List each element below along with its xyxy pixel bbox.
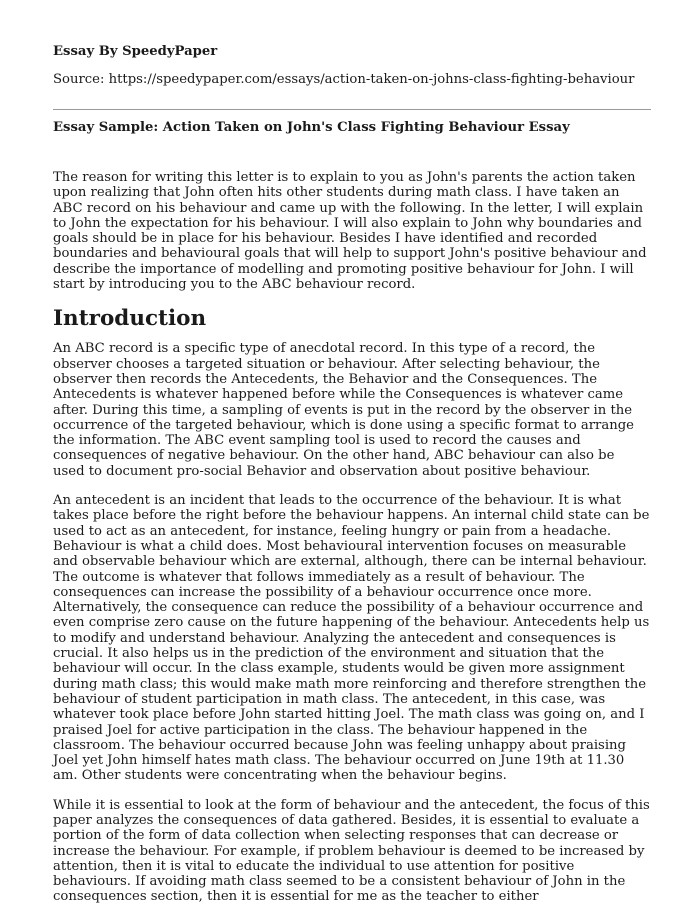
- document-header-title: Essay By SpeedyPaper: [53, 44, 218, 59]
- intro-paragraph: The reason for writing this letter is to explain to you as John's parents the action taken upon realizing that John often hits other students during math class. I have taken an ABC record on his behaviour and came up with the following. In the letter, I will explain to John the expectation for his behaviour. I will also explain to John why boundaries and goals should be in place for his behaviour. Besides I have identified and recorded boundaries and behavioural goals that will help to support John's positive behaviour and describe the importance of modelling and promoting positive behaviour for John. I will start by introducing you to the ABC behaviour record.: [53, 170, 647, 293]
- body-paragraph: An ABC record is a specific type of anecdotal record. In this type of a record, the observer chooses a targeted situation or behaviour. After selecting behaviour, the observer then records the Antecedents, the Behavior and the Consequences. The Antecedents is whatever happened before while the Consequences is whatever came after. During this time, a sampling of events is put in the record by the observer in the occurrence of the targeted behaviour, which is done using a specific format to arrange the information. The ABC event sampling tool is used to record the causes and consequences of negative behaviour. On the other hand, ABC behaviour can also be used to document pro-social Behavior and observation about positive behaviour.: [53, 341, 634, 479]
- section-heading: Introduction: [53, 306, 207, 332]
- body-paragraph: An antecedent is an incident that leads to the occurrence of the behaviour. It is what takes place before the right before the behaviour happens. An internal child state can be used to act as an antecedent, for instance, feeling hungry or pain from a headache. Behaviour is what a child does. Most behavioural intervention focuses on measurable and observable behaviour which are external, although, there can be internal behaviour. The outcome is whatever that follows immediately as a result of behaviour. The consequences can increase the possibility of a behaviour occurrence once more. Alternatively, the consequence can reduce the possibility of a behaviour occurrence and even comprise zero cause on the future happening of the behaviour. Antecedents help us to modify and understand behaviour. Analyzing the antecedent and consequences is crucial. It also helps us in the prediction of the environment and situation that the behaviour will occur. In the class example, students would be given more assignment during math class; this would make math more reinforcing and therefore strengthen the behaviour of student participation in math class. The antecedent, in this case, was whatever took place before John started hitting Joel. The math class was going on, and I praised Joel for active participation in the class. The behaviour happened in the classroom. The behaviour occurred because John was feeling unhappy about praising Joel yet John himself hates math class. The behaviour occurred on June 19th at 11.30 am. Other students were concentrating when the behaviour begins.: [53, 493, 650, 784]
- essay-title: Essay Sample: Action Taken on John's Class Fighting Behaviour Essay: [53, 120, 570, 135]
- essay-body: [53, 170, 650, 919]
- header-divider: [53, 109, 651, 110]
- body-paragraph: While it is essential to look at the form of behaviour and the antecedent, the focus of this paper analyzes the consequences of data gathered. Besides, it is essential to evaluate a portion of the form of data collection when selecting responses that can decrease or increase the behaviour. For example, if problem behaviour is deemed to be increased by attention, then it is vital to educate the individual to use attention for positive behaviours. If avoiding math class seemed to be a consistent behaviour of John in the consequences section, then it is essential for me as the teacher to either: [53, 797, 650, 905]
- source-line: Source: https://speedypaper.com/essays/action-taken-on-johns-class-fighting-behaviour: [53, 72, 635, 87]
